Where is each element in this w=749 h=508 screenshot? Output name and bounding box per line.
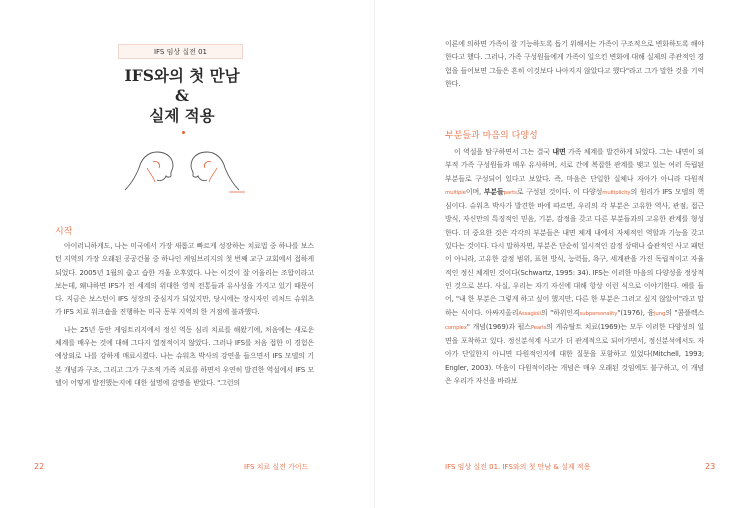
two-faces-line-illustration bbox=[117, 138, 247, 193]
left-body-text bbox=[55, 240, 314, 390]
accent-dot bbox=[182, 131, 185, 134]
paragraph: 아이러니하게도, 나는 미국에서 가장 새롭고 빠르게 성장하는 치료법 중 하나를 보스턴 지역의 가장 오래된 공공건물 중 하나인 케임브리지의 첫 번째 교구 교회에서 접하게 되었다. 2005년 1월의 춥고 습한 겨울 오후였다. 나는 이것이 잘 어울리는 조합이라고 보는데, 왜냐하면 IFS가 전 세계의 위대한 영적 전통들과 유사성을 가지고 있기 때문이다. 지금은 보스턴이 IFS 성장의 중심지가 되었지만, 당시에는 장시자인 리처드 슈워츠가 IFS 치료 워크숍을 진행하는 미국 동부 지역의 한 거점에 불과했다. bbox=[55, 242, 314, 317]
paragraph: 이론에 의하면 가족이 잘 기능하도록 돕기 위해서는 가족이 구조적으로 변화하도록 해야 한다고 했다. 그러나, 가족 구성원들에게 가족이 일으킨 변화에 대해 실제의 주관적인 경험을 들어보면 그들은 흔히 이것보다 나아지지 않았다고 했다"라고 그가 말한 것을 기억한다. bbox=[445, 40, 704, 88]
section-heading-parts: 부분들과 마음의 다양성 bbox=[445, 131, 538, 141]
title-line-1: IFS와의 첫 만남 bbox=[124, 66, 240, 85]
paragraph: 나는 25년 동안 게임트리지에서 정신 역동 심리 치료를 해왔기에, 처음에는 새로운 체계를 배우는 것에 대해 그다지 열정적이지 않았다. 그러나 IFS를 처음 접한 이 경험은 예상외로 나를 강하게 매료시켰다. 나는 슈워츠 박사의 강연을 들으면서 IFS 모델의 기본 개념과 구조, 그리고 그가 구조적 가족 치료를 하면서 우연히 발견한 역설에서 IFS 모델이 어떻게 발전했는지에 대한 설명에 감명을 받았다. "그런의 bbox=[55, 325, 314, 387]
running-footer-left: IFS 치료 실전 가이드 bbox=[244, 463, 309, 471]
right-page bbox=[375, 0, 749, 508]
left-page bbox=[0, 0, 374, 508]
section-heading-start: 시작 bbox=[55, 227, 73, 237]
chapter-title bbox=[60, 66, 304, 126]
paragraph: 이 역설을 탐구하면서 그는 결국 내면 가족 체계를 발견하게 되었다. 그는 내면이 외부적 가족 구성원들과 매우 유사하며, 서로 간에 복잡한 관계를 맺고 있는 여러 독립된 부분들로 구성되어 있다고 보았다. 즉, 마음은 단일한 실체나 자아가 아니라 다원적multiple이며, 부분들parts로 구성된 것이다. 이 다양성multiplicity의 원리가 IFS 모델의 핵심이다. 슈워츠 박사가 발견한 바에 따르면, 우리의 각 부분은 고유한 역사, 관점, 접근 방식, 자신만의 특징적인 믿음, 기분, 감정을 갖고 다른 부분들과의 고유한 관계를 형성한다. 더 중요한 것은 각각의 부분들은 내면 체계 내에서 자체적인 역할과 기능을 갖고 있다는 것이다. 다시 말하자면, 부분은 단순히 일시적인 감정 상태나 습관적인 사고 패턴이 아니라, 고유한 감정 범위, 표현 방식, 능력들, 욕구, 세계관을 가진 독립적이고 자율적인 정신 체계인 것이다(Schwartz, 1995: 34). IFS는 이러한 마음의 다양성을 정상적인 것으로 본다. 사실, 우리는 자기 자신에 대해 항상 이런 식으로 이야기한다. 예를 들어, "내 한 부분은 그렇게 하고 싶어 했지만, 다른 한 부분은 그러고 싶지 않았어"라고 말하는 식이다. 아싸지올리Assagioli의 "하위인격subpersonality"(1976), 융Jung의 "콤플렉스complex" 개념(1969)과 펄스Pearls의 게슈탈트 치료(1969)는 모두 이러한 다양성의 일면을 포착하고 있다. 정신분석계 사고가 더 관계적으로 되어가면서, 정신분석에서도 자아가 단일한지 아니면 다원적인지에 대한 질문을 포함하고 있었다(Mitchell, 1993; Engler, 2003). 마음이 다원적이라는 개념은 매우 오래된 것임에도 불구하고, 이 개념은 우리가 자신을 바라보 bbox=[445, 148, 704, 386]
right-body-text bbox=[445, 146, 704, 388]
running-footer-right: IFS 임상 실전 01. IFS와의 첫 만남 & 실제 적용 bbox=[445, 463, 591, 471]
title-line-2: & bbox=[175, 86, 189, 105]
right-body-top bbox=[445, 38, 704, 91]
page-number-right: 23 bbox=[705, 462, 716, 471]
page-number-left: 22 bbox=[34, 462, 45, 471]
title-line-3: 실제 적용 bbox=[149, 106, 215, 125]
section-label: IFS 임상 실전 01 bbox=[118, 44, 243, 59]
